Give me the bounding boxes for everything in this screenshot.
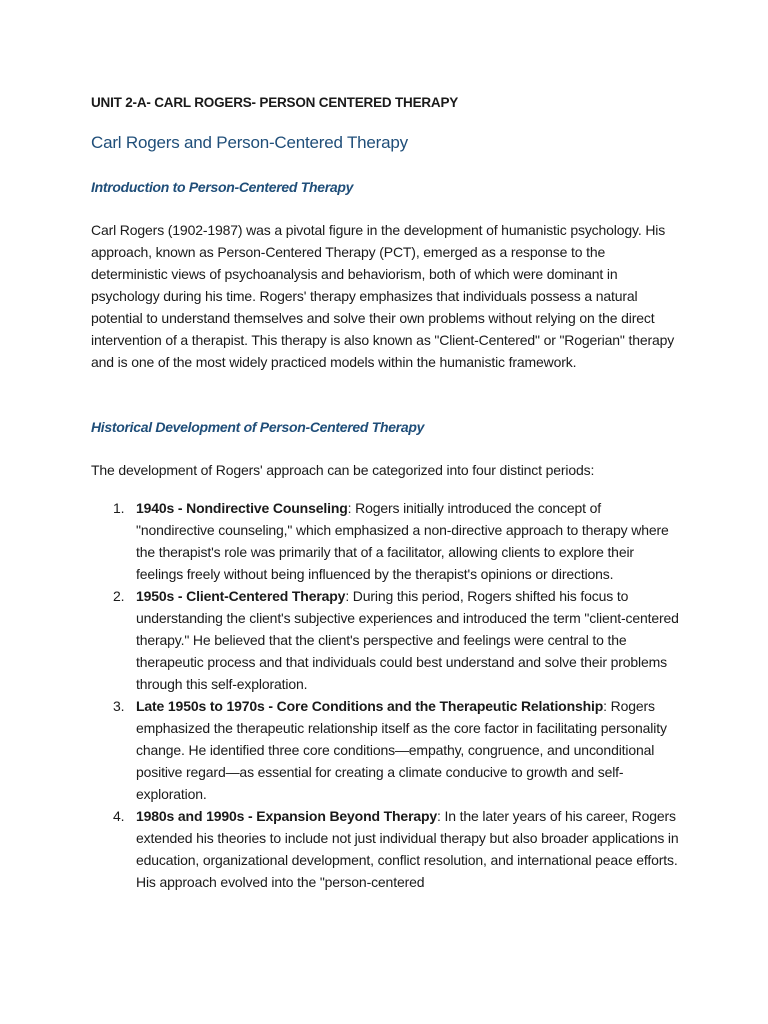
intro-heading: Introduction to Person-Centered Therapy — [91, 179, 354, 195]
list-item — [91, 497, 681, 585]
period-title: 1940s - Nondirective Counseling — [136, 500, 348, 516]
period-description: : During this period, Rogers shifted his focus to understanding the client's subjective experiences and introduced the term "client-centered therapy." He believed that the client's perspective and feelings were central to the therapeutic process and that individuals could best understand and solve their problems through this self-exploration. — [136, 588, 679, 692]
list-item — [91, 805, 681, 893]
main-heading: Carl Rogers and Person-Centered Therapy — [91, 133, 408, 152]
list-item — [91, 695, 681, 805]
period-title: 1950s - Client-Centered Therapy — [136, 588, 346, 604]
period-description: : In the later years of his career, Rogers extended his theories to include not just individual therapy but also broader applications in education, organizational development, conflict resolution, and international peace efforts. His approach evolved into the "person-centered — [136, 808, 679, 890]
period-title: 1980s and 1990s - Expansion Beyond Therapy — [136, 808, 438, 824]
period-description: : Rogers emphasized the therapeutic relationship itself as the core factor in facilitating personality change. He identified three core conditions—empathy, congruence, and unconditional positive regard—as essential for creating a climate conducive to growth and self-exploration. — [136, 698, 667, 802]
period-title: Late 1950s to 1970s - Core Conditions and the Therapeutic Relationship — [136, 698, 604, 714]
list-number: 1. — [113, 500, 125, 516]
history-heading: Historical Development of Person-Centered Therapy — [91, 419, 425, 435]
periods-list — [91, 497, 681, 893]
list-number: 3. — [113, 698, 125, 714]
unit-title: UNIT 2-A- CARL ROGERS- PERSON CENTERED THERAPY — [91, 95, 459, 110]
intro-paragraph: Carl Rogers (1902-1987) was a pivotal figure in the development of humanistic psychology. His approach, known as Person-Centered Therapy (PCT), emerged as a response to the deterministic views of psychoanalysis and behaviorism, both of which were dominant in psychology during his time. Rogers' therapy emphasizes that individuals possess a natural potential to understand themselves and solve their own problems without relying on the direct intervention of a therapist. This therapy is also known as "Client-Centered" or "Rogerian" therapy and is one of the most widely practiced models within the humanistic framework. — [91, 222, 675, 370]
list-number: 4. — [113, 808, 125, 824]
list-item — [91, 585, 681, 695]
period-description: : Rogers initially introduced the concept of "nondirective counseling," which emphasized a non-directive approach to therapy where the therapist's role was primarily that of a facilitator, allowing clients to explore their feelings freely without being influenced by the therapist's opinions or directions. — [136, 500, 669, 582]
list-number: 2. — [113, 588, 125, 604]
history-intro: The development of Rogers' approach can be categorized into four distinct periods: — [91, 462, 595, 478]
